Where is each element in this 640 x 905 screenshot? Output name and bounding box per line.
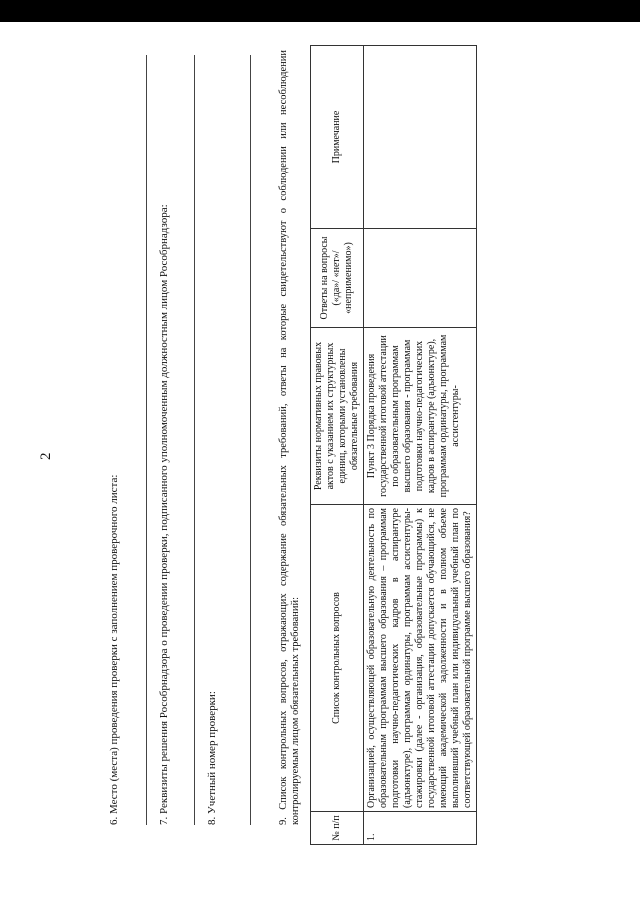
table-header-row (311, 46, 364, 845)
item-6-rule (146, 55, 147, 825)
table-row (364, 46, 477, 845)
item-8-label: 8. Учетный номер проверки: (206, 691, 218, 825)
page-number: 2 (38, 452, 54, 460)
header-questions: Список контрольных вопросов (311, 505, 364, 812)
item-9-intro: 9. Список контрольных вопросов, отражающих содержание обязательных требований, ответы на которые свидетельствуют о соблюдении или несоблюдении контролируемым лицом обязательных требований: (278, 50, 301, 825)
header-number: № п/п (311, 812, 364, 845)
row-note (364, 46, 477, 229)
item-8-rule (250, 55, 251, 825)
row-number: 1. (364, 812, 477, 845)
checklist-table (310, 45, 477, 845)
row-reference: Пункт 3 Порядка проведения государственной итоговой аттестации по образовательным программам высшего образования - программам подготовки научно-педагогических кадров в аспирантуре (адъюнктуре), программам ординатуры, программам ассистентуры- (364, 328, 477, 505)
document-page (20, 20, 620, 880)
row-answer (364, 229, 477, 328)
scan-top-bar (0, 0, 640, 22)
item-7-rule (194, 55, 195, 825)
row-question: Организацией, осуществляющей образовательную деятельность по образовательным программам высшего образования – программам подготовки научно-педагогических кадров в аспирантуре (адъюнктуре), программам ординатуры, программам ассистентуры-стажировки (далее - организация, образовательные программы) к государственной итоговой аттестации допускается обучающийся, не имеющий академической задолженности и в полном объеме выполнивший учебный план или индивидуальный учебный план по соответствующей образовательной программе высшего образования? (364, 505, 477, 812)
header-references: Реквизиты нормативных правовых актов с указанием их структурных единиц, которыми установлены обязательные требования (311, 328, 364, 505)
item-6-label: 6. Место (места) проведения проверки с заполнением проверочного листа: (108, 474, 120, 825)
header-note: Примечание (311, 46, 364, 229)
item-7-label: 7. Реквизиты решения Рособрнадзора о проведении проверки, подписанного уполномоченным должностным лицом Рособрнадзора: (158, 204, 170, 825)
header-answers: Ответы на вопросы («да»/ «нет»/ «неприменимо») (311, 229, 364, 328)
